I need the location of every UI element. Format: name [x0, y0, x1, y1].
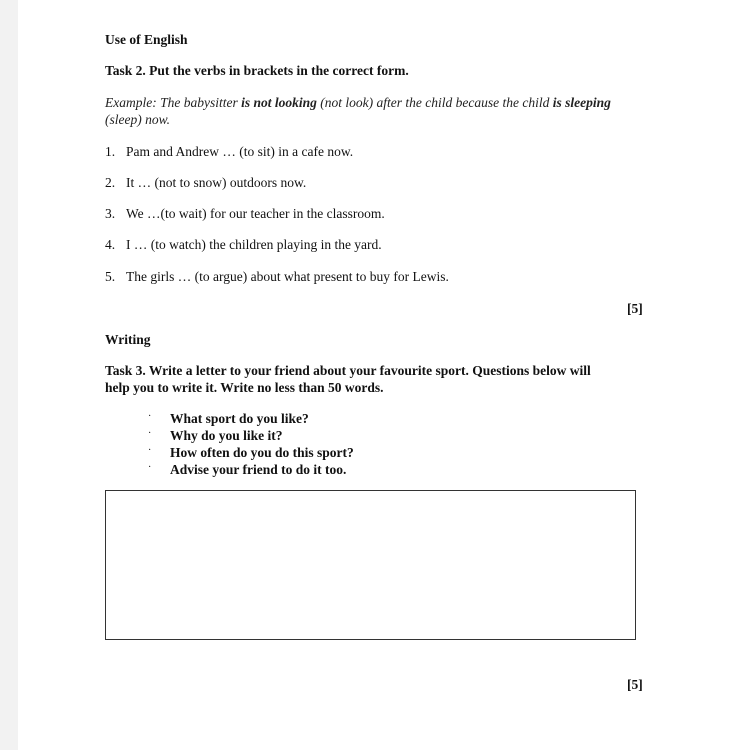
item-text: It … (not to snow) outdoors now.: [126, 175, 307, 190]
item-number: 3.: [105, 206, 116, 221]
task2-item-1: [105, 144, 353, 160]
bullet-dot-icon: ·: [148, 445, 152, 456]
question-text: What sport do you like?: [170, 411, 309, 426]
worksheet-page: [18, 0, 750, 750]
item-number: 1.: [105, 144, 116, 159]
item-number: 4.: [105, 237, 116, 252]
example-answer-2: is sleeping: [552, 95, 611, 110]
question-text: Why do you like it?: [170, 428, 283, 443]
bullet-dot-icon: ·: [148, 428, 152, 439]
task3-instructions-line1: Task 3. Write a letter to your friend about your favourite sport. Questions below will: [105, 363, 591, 378]
task3-instructions-line2: help you to write it. Write no less than 50 words.: [105, 380, 384, 395]
example-text-part1: Example: The babysitter: [105, 95, 242, 110]
item-number: 5.: [105, 269, 116, 284]
task2-marks: [5]: [627, 301, 643, 316]
item-text: We …(to wait) for our teacher in the classroom.: [126, 206, 385, 221]
task2-item-3: [105, 206, 385, 222]
writing-answer-box[interactable]: [105, 490, 636, 640]
task2-example-line2: (sleep) now.: [105, 112, 170, 127]
section-heading-use-of-english: Use of English: [105, 32, 188, 47]
item-text: I … (to watch) the children playing in the yard.: [126, 237, 382, 252]
task2-example-line1: [105, 95, 611, 111]
item-text: Pam and Andrew … (to sit) in a cafe now.: [126, 144, 354, 159]
question-text: How often do you do this sport?: [170, 445, 354, 460]
task2-item-2: [105, 175, 306, 191]
question-text: Advise your friend to do it too.: [170, 462, 347, 477]
task2-item-4: [105, 237, 382, 253]
example-text-part2: (not look) after the child because the child: [316, 95, 553, 110]
item-number: 2.: [105, 175, 116, 190]
task3-marks: [5]: [627, 677, 643, 692]
item-text: The girls … (to argue) about what present to buy for Lewis.: [126, 269, 449, 284]
bullet-dot-icon: ·: [148, 411, 152, 422]
task2-title: Task 2. Put the verbs in brackets in the correct form.: [105, 63, 409, 78]
bullet-dot-icon: ·: [148, 462, 152, 473]
example-answer-1: is not looking: [241, 95, 317, 110]
task2-item-5: [105, 269, 449, 285]
section-heading-writing: Writing: [105, 332, 151, 347]
